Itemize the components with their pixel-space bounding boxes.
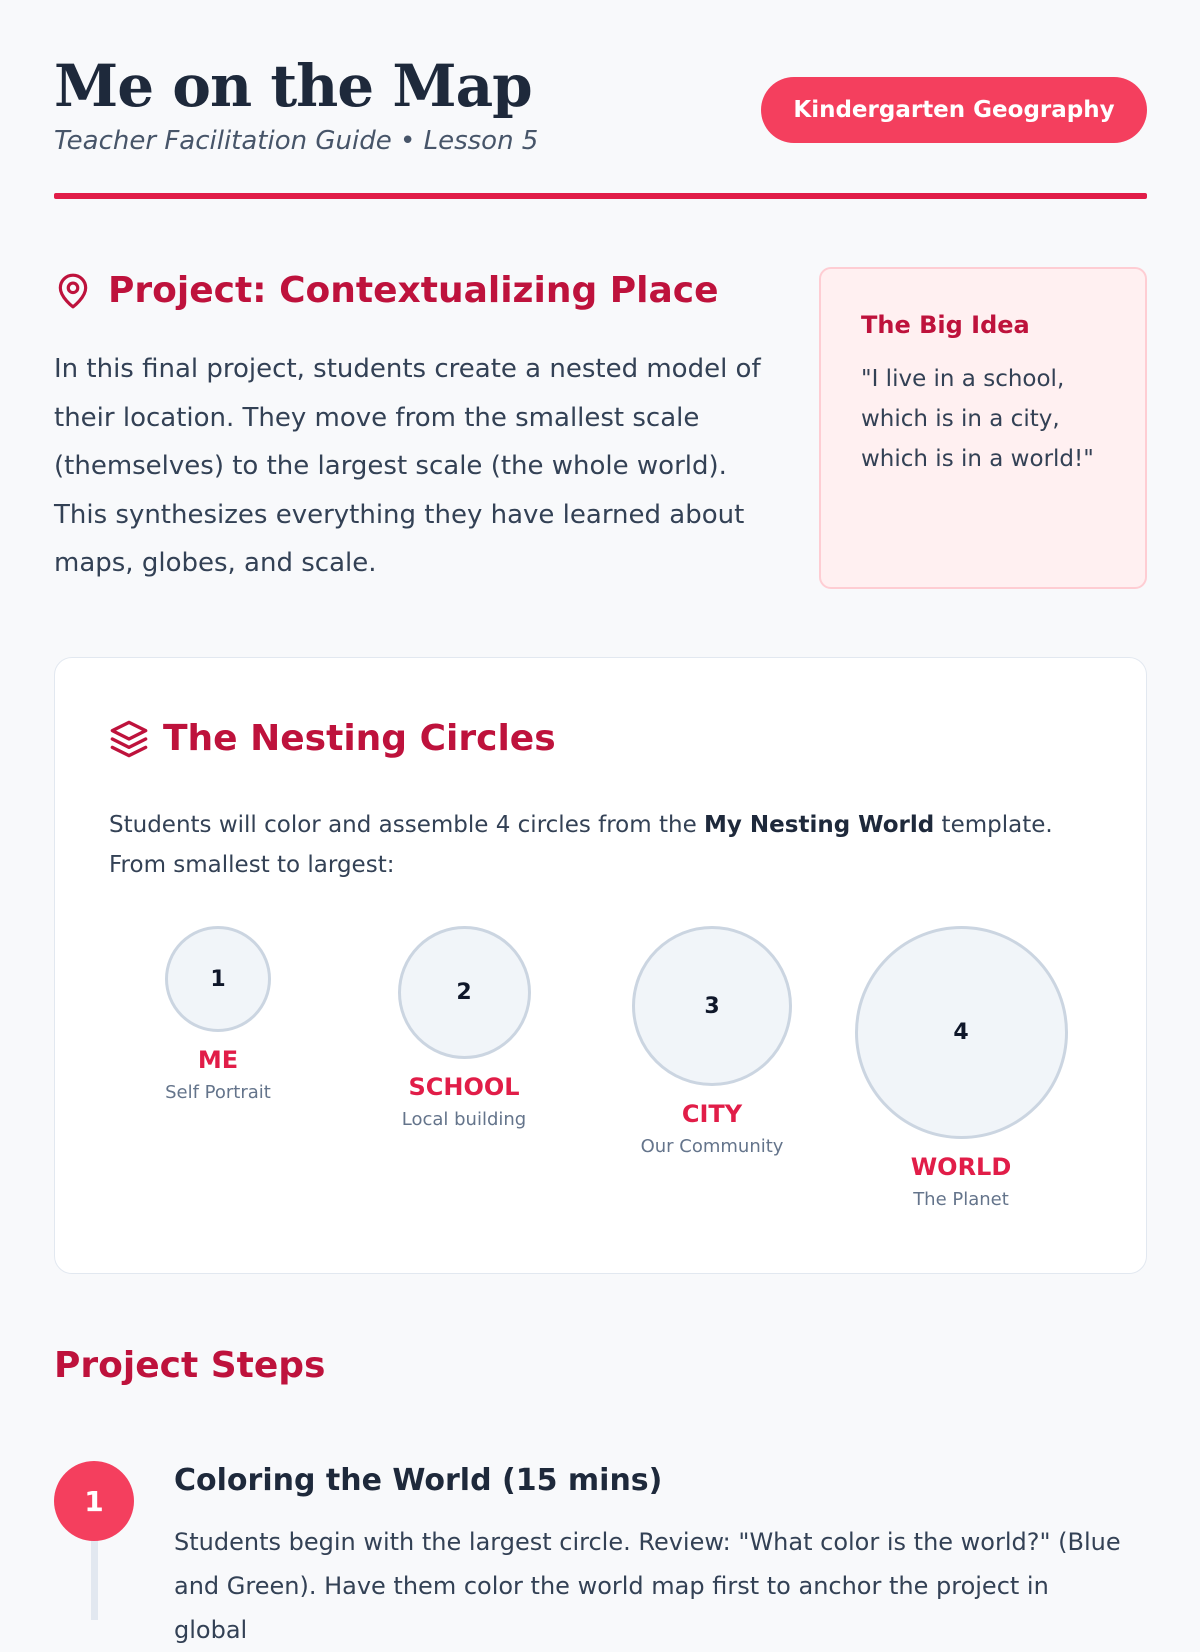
nesting-circle: 2 xyxy=(398,926,531,1059)
circle-label: CITY xyxy=(681,1100,743,1128)
nesting-circle-item xyxy=(153,926,283,1103)
header-divider xyxy=(54,193,1147,199)
map-pin-icon xyxy=(54,272,92,310)
lesson-page xyxy=(54,0,1147,1644)
page-title: Me on the Map xyxy=(54,52,532,120)
project-heading xyxy=(54,270,719,311)
step-description: Students begin with the largest circle. Review: "What color is the world?" (Blue and Green). Have them color the world map first to anchor the project in global xyxy=(174,1528,1121,1644)
nesting-circles-card xyxy=(54,657,1147,1274)
page-subtitle: Teacher Facilitation Guide • Lesson 5 xyxy=(54,126,539,156)
big-idea-quote: "I live in a school, which is in a city, which is in a world!" xyxy=(861,366,1094,472)
step-title: Coloring the World (15 mins) xyxy=(174,1463,663,1498)
nesting-heading xyxy=(109,718,556,759)
big-idea-title: The Big Idea xyxy=(861,311,1030,339)
project-heading-text: Project: Contextualizing Place xyxy=(108,270,719,311)
circle-sublabel: The Planet xyxy=(913,1189,1009,1210)
nesting-circle-item xyxy=(389,926,539,1130)
page-header xyxy=(54,0,1147,200)
circle-label: SCHOOL xyxy=(408,1073,520,1101)
circle-sublabel: Local building xyxy=(401,1109,527,1130)
nesting-intro-start: Students will color and assemble 4 circles from the xyxy=(109,812,705,838)
big-idea-callout xyxy=(819,267,1147,589)
step-number-badge: 1 xyxy=(54,1461,134,1541)
layers-icon xyxy=(109,719,149,759)
circle-label: WORLD xyxy=(910,1153,1012,1181)
steps-heading: Project Steps xyxy=(54,1345,326,1386)
grade-badge: Kindergarten Geography xyxy=(761,77,1147,143)
project-description: In this final project, students create a nested model of their location. They move from the smallest scale (themselves) to the largest scale (the whole world). This synthesizes everything they have learned about maps, globes, and scale. xyxy=(54,354,761,578)
circle-sublabel: Self Portrait xyxy=(165,1082,271,1103)
nesting-circle: 1 xyxy=(165,926,271,1032)
nesting-intro xyxy=(109,805,1109,885)
circle-sublabel: Our Community xyxy=(640,1136,784,1157)
circle-label: ME xyxy=(197,1046,239,1074)
nesting-circle: 3 xyxy=(632,926,792,1086)
nesting-heading-text: The Nesting Circles xyxy=(163,718,556,759)
template-name: My Nesting World xyxy=(704,812,935,838)
nesting-intro-end: template. From smallest to largest: xyxy=(109,812,1053,878)
nesting-circle-item xyxy=(622,926,802,1157)
nesting-circle: 4 xyxy=(855,926,1068,1139)
nesting-circle-item xyxy=(851,926,1071,1210)
